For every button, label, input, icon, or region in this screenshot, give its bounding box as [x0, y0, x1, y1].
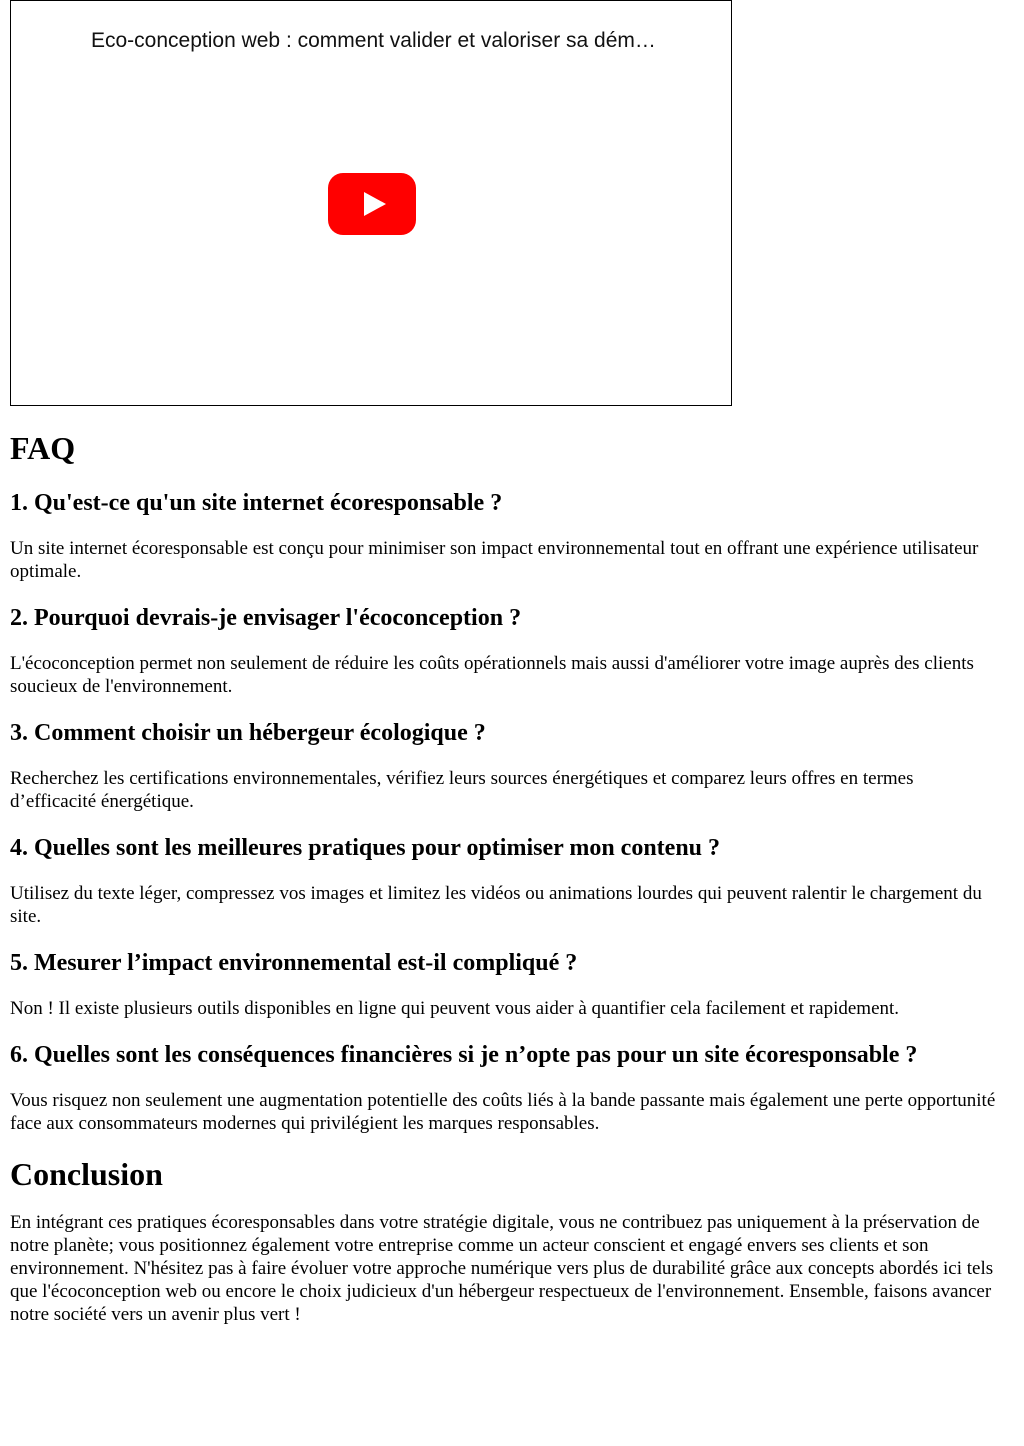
youtube-video-embed[interactable] — [10, 0, 732, 406]
faq-question: 3. Comment choisir un hébergeur écologique ? — [10, 720, 486, 746]
play-button[interactable] — [328, 173, 416, 235]
faq-item — [10, 489, 1004, 583]
faq-answer: Non ! Il existe plusieurs outils disponibles en ligne qui peuvent vous aider à quantifier cela facilement et rapidement. — [10, 998, 900, 1019]
faq-heading: FAQ — [10, 430, 76, 466]
faq-question: 1. Qu'est-ce qu'un site internet écoresponsable ? — [10, 490, 503, 516]
faq-answer: Vous risquez non seulement une augmentation potentielle des coûts liés à la bande passante mais également une perte opportunité face aux consommateurs modernes qui privilégient les marques responsables. — [10, 1090, 996, 1134]
faq-question: 2. Pourquoi devrais-je envisager l'écoconception ? — [10, 605, 522, 631]
play-icon — [364, 192, 386, 216]
faq-answer: Utilisez du texte léger, compressez vos images et limitez les vidéos ou animations lourdes qui peuvent ralentir le chargement du site. — [10, 883, 982, 927]
faq-question: 4. Quelles sont les meilleures pratiques pour optimiser mon contenu ? — [10, 835, 721, 861]
faq-answer: Recherchez les certifications environnementales, vérifiez leurs sources énergétiques et comparez leurs offres en termes d’efficacité énergétique. — [10, 768, 914, 812]
faq-question: 5. Mesurer l’impact environnemental est-il compliqué ? — [10, 950, 578, 976]
faq-answer: L'écoconception permet non seulement de réduire les coûts opérationnels mais aussi d'améliorer votre image auprès des clients soucieux de l'environnement. — [10, 653, 974, 697]
faq-question: 6. Quelles sont les conséquences financières si je n’opte pas pour un site écoresponsable ? — [10, 1042, 918, 1068]
video-title[interactable]: Eco-conception web : comment valider et valoriser sa dém… — [91, 29, 656, 52]
faq-item — [10, 949, 1004, 1020]
faq-item — [10, 834, 1004, 928]
article-content — [10, 430, 1004, 1326]
faq-item — [10, 1041, 1004, 1135]
faq-answer: Un site internet écoresponsable est conçu pour minimiser son impact environnemental tout en offrant une expérience utilisateur optimale. — [10, 538, 979, 582]
conclusion-text: En intégrant ces pratiques écoresponsables dans votre stratégie digitale, vous ne contribuez pas uniquement à la préservation de notre planète; vous positionnez également votre entreprise comme un acteur conscient et engagé envers ses clients et son environnement. N'hésitez pas à faire évoluer votre approche numérique vers plus de durabilité grâce aux concepts abordés ici tels que l'écoconception web ou encore le choix judicieux d'un hébergeur respectueux de l'environnement. Ensemble, faisons avancer notre société vers un avenir plus vert ! — [10, 1212, 994, 1325]
faq-item — [10, 604, 1004, 698]
conclusion-heading: Conclusion — [10, 1156, 163, 1192]
faq-item — [10, 719, 1004, 813]
